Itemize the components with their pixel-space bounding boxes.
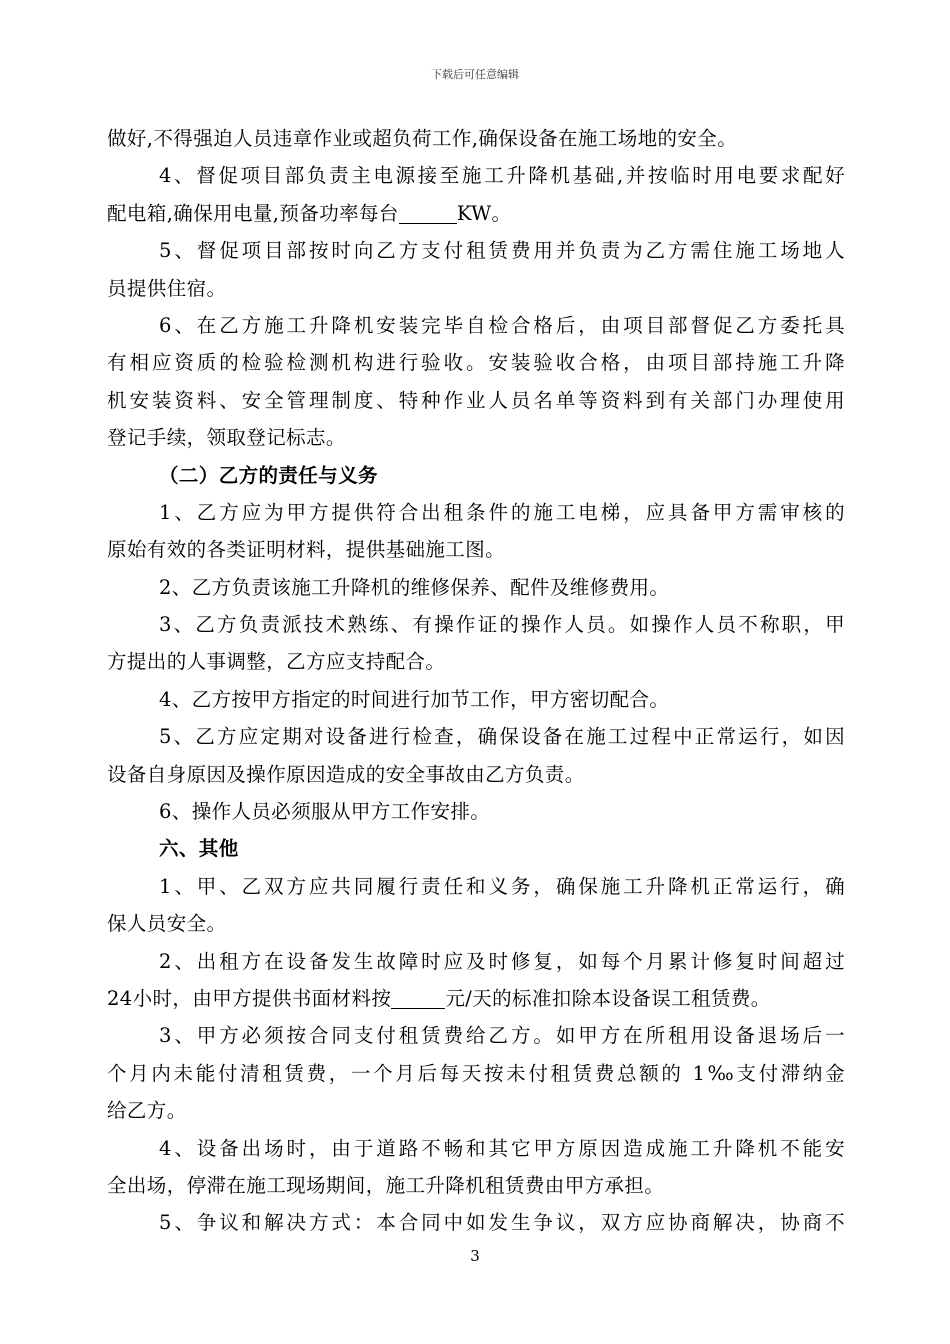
line-text: 方提出的人事调整，乙方应支持配合。 bbox=[107, 650, 446, 674]
line-text: 5、乙方应定期对设备进行检查，确保设备在施工过程中正常运行，如因 bbox=[159, 725, 845, 749]
line-text: 原始有效的各类证明材料，提供基础施工图。 bbox=[107, 538, 506, 562]
line-text: 有相应资质的检验检测机构进行验收。安装验收合格，由项目部持施工升降 bbox=[107, 351, 845, 375]
line-text: 配电箱,确保用电量,预备功率每台 bbox=[107, 201, 399, 225]
line-text: 4、设备出场时，由于道路不畅和其它甲方原因造成施工升降机不能安 bbox=[159, 1136, 845, 1160]
line-text: 6、操作人员必须服从甲方工作安排。 bbox=[159, 800, 491, 824]
text-line bbox=[107, 1092, 845, 1129]
text-line bbox=[107, 718, 845, 755]
line-text: 员提供住宿。 bbox=[107, 276, 227, 300]
text-line bbox=[107, 382, 845, 419]
line-text: 4、督促项目部负责主电源接至施工升降机基础,并按临时用电要求配好 bbox=[159, 164, 845, 188]
text-line bbox=[107, 157, 845, 194]
line-text: 机安装资料、安全管理制度、特种作业人员名单等资料到有关部门办理使用 bbox=[107, 388, 845, 412]
line-text: 1、甲、乙双方应共同履行责任和义务，确保施工升降机正常运行，确 bbox=[159, 874, 845, 898]
line-text: 登记手续，领取登记标志。 bbox=[107, 426, 346, 450]
text-line bbox=[107, 344, 845, 381]
text-line bbox=[107, 980, 845, 1017]
text-line bbox=[107, 905, 845, 942]
line-text: 给乙方。 bbox=[107, 1099, 187, 1123]
text-line bbox=[107, 531, 845, 568]
text-line bbox=[107, 643, 845, 680]
line-text: 全出场，停滞在施工现场期间，施工升降机租赁费由甲方承担。 bbox=[107, 1173, 665, 1197]
text-line bbox=[107, 756, 845, 793]
section-heading bbox=[107, 457, 845, 494]
line-text: 个月内未能付清租赁费，一个月后每天按未付租赁费总额的 1‰支付滞纳金 bbox=[107, 1061, 845, 1085]
line-text: 24小时，由甲方提供书面材料按 bbox=[107, 986, 392, 1010]
text-line bbox=[107, 1017, 845, 1054]
line-text-after-blank: 元/天的标准扣除本设备误工租赁费。 bbox=[445, 986, 771, 1010]
line-text: 6、在乙方施工升降机安装完毕自检合格后，由项目部督促乙方委托具 bbox=[159, 313, 845, 337]
page-number: 3 bbox=[470, 1247, 480, 1265]
text-line bbox=[107, 1167, 845, 1204]
text-line bbox=[107, 120, 845, 157]
line-text: 2、乙方负责该施工升降机的维修保养、配件及维修费用。 bbox=[159, 575, 670, 599]
line-text: 设备自身原因及操作原因造成的安全事故由乙方负责。 bbox=[107, 762, 585, 786]
text-line bbox=[107, 943, 845, 980]
text-line bbox=[107, 195, 845, 232]
line-text: 3、乙方负责派技术熟练、有操作证的操作人员。如操作人员不称职，甲 bbox=[159, 613, 845, 637]
text-line bbox=[107, 681, 845, 718]
text-line bbox=[107, 606, 845, 643]
section-heading bbox=[107, 830, 845, 867]
fill-in-blank[interactable] bbox=[391, 988, 445, 1009]
text-line bbox=[107, 793, 845, 830]
text-line bbox=[107, 494, 845, 531]
line-text: 1、乙方应为甲方提供符合出租条件的施工电梯，应具备甲方需审核的 bbox=[159, 500, 845, 524]
text-line bbox=[107, 868, 845, 905]
line-text: 5、督促项目部按时向乙方支付租赁费用并负责为乙方需住施工场地人 bbox=[159, 239, 845, 263]
text-line bbox=[107, 307, 845, 344]
line-text-after-blank: KW。 bbox=[456, 201, 512, 225]
text-line bbox=[107, 270, 845, 307]
text-line bbox=[107, 1055, 845, 1092]
line-text: 3、甲方必须按合同支付租赁费给乙方。如甲方在所租用设备退场后一 bbox=[159, 1024, 845, 1048]
text-line bbox=[107, 232, 845, 269]
line-text: （二）乙方的责任与义务 bbox=[159, 463, 378, 487]
line-text: 做好,不得强迫人员违章作业或超负荷工作,确保设备在施工场地的安全。 bbox=[107, 127, 738, 150]
text-line bbox=[107, 419, 845, 456]
line-text: 2、出租方在设备发生故障时应及时修复，如每个月累计修复时间超过 bbox=[159, 949, 845, 973]
line-text: 4、乙方按甲方指定的时间进行加节工作，甲方密切配合。 bbox=[159, 687, 670, 711]
page-header: 下载后可任意编辑 bbox=[431, 68, 519, 81]
text-line bbox=[107, 1130, 845, 1167]
line-text: 5、争议和解决方式：本合同中如发生争议，双方应协商解决，协商不 bbox=[159, 1211, 845, 1235]
text-line bbox=[107, 1204, 845, 1241]
document-body bbox=[107, 120, 845, 1242]
fill-in-blank[interactable] bbox=[399, 203, 457, 224]
text-line bbox=[107, 569, 845, 606]
line-text: 保人员安全。 bbox=[107, 912, 227, 936]
line-text: 六、其他 bbox=[159, 837, 239, 861]
